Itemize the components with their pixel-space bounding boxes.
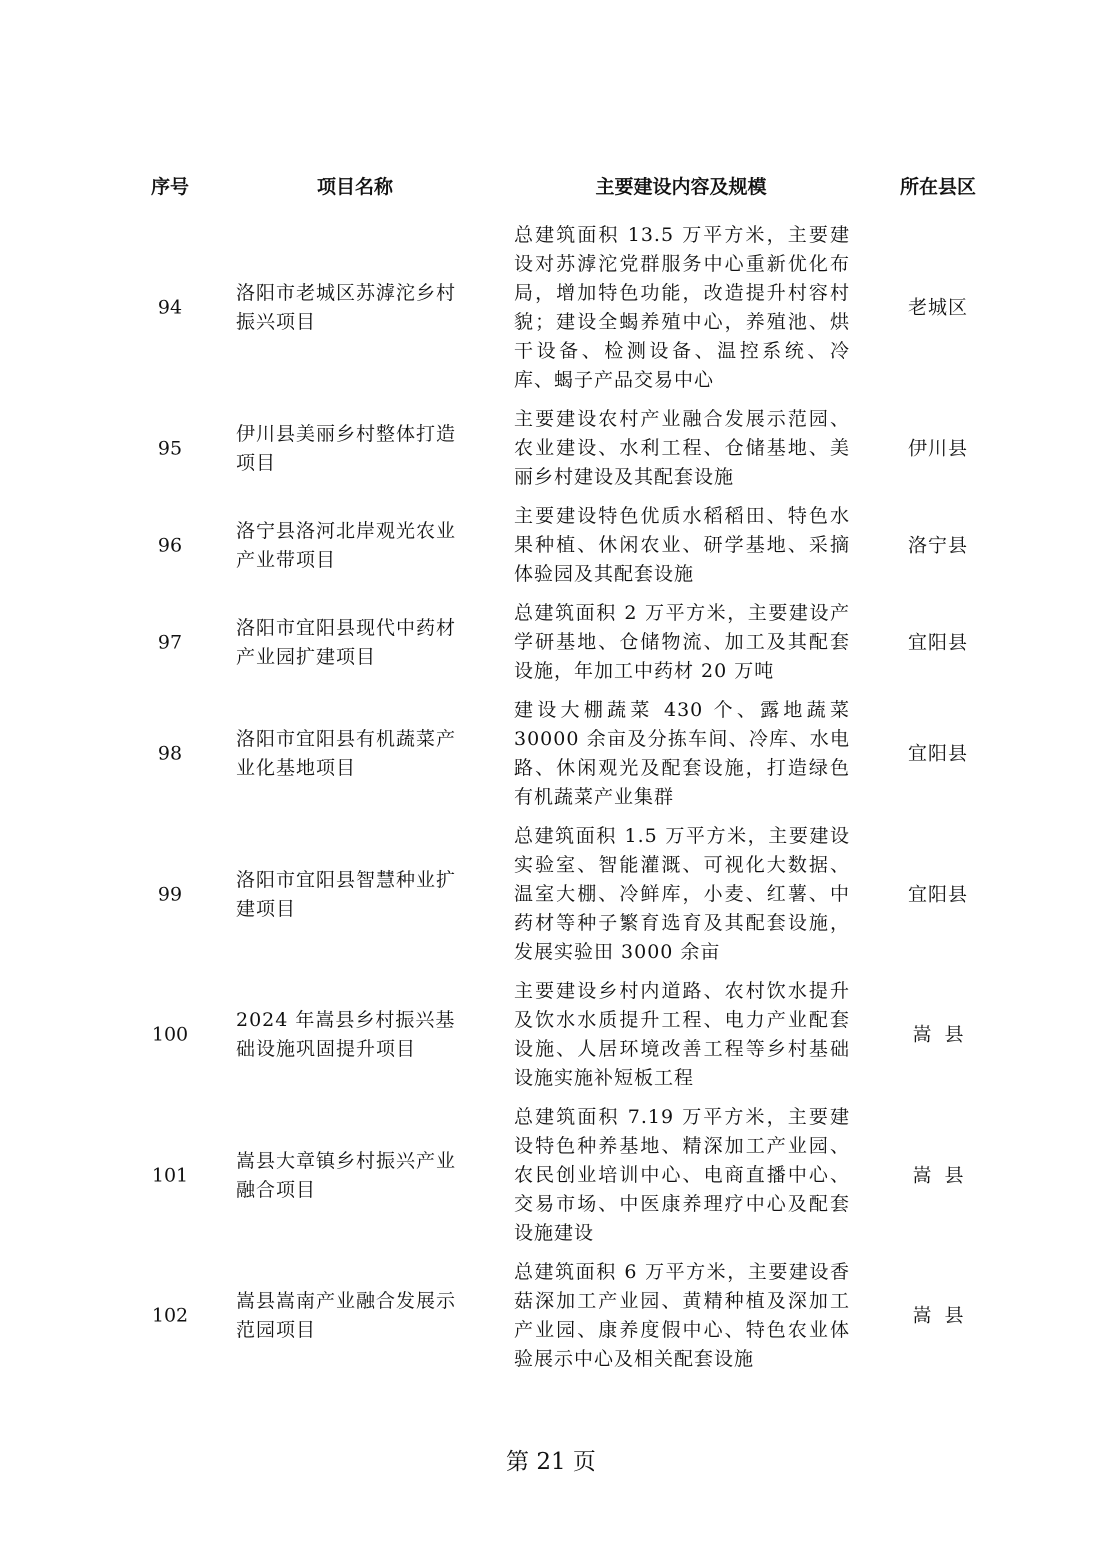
- row-content: 主要建设特色优质水稻稻田、特色水果种植、休闲农业、研学基地、采摘体验园及其配套设施: [514, 505, 850, 585]
- header-county: 所在县区: [899, 176, 976, 198]
- table-header: [0, 170, 1102, 204]
- row-content: 总建筑面积 7.19 万平方米，主要建设特色种养基地、精深加工产业园、农民创业培训中心、电商直播中心、交易市场、中医康养理疗中心及配套设施建设: [514, 1106, 850, 1244]
- row-seq: 102: [151, 1304, 189, 1327]
- row-content: 总建筑面积 1.5 万平方米，主要建设实验室、智能灌溉、可视化大数据、温室大棚、冷鲜库，小麦、红薯、中药材等种子繁育选育及其配套设施，发展实验田 3000 余亩: [514, 825, 850, 963]
- row-seq: 100: [151, 1023, 189, 1046]
- table-row: [0, 1258, 1102, 1374]
- row-content: 总建筑面积 2 万平方米，主要建设产学研基地、仓储物流、加工及其配套设施，年加工中药材 20 万吨: [514, 602, 850, 682]
- row-project-name: 洛阳市老城区苏滹沱乡村振兴项目: [236, 282, 457, 333]
- row-project-name: 洛阳市宜阳县现代中药材产业园扩建项目: [236, 616, 457, 668]
- header-name: 项目名称: [316, 176, 393, 198]
- row-project-name: 洛宁县洛河北岸观光农业产业带项目: [236, 519, 457, 571]
- table-row: [0, 221, 1102, 395]
- row-seq: 99: [157, 883, 183, 905]
- row-county: 伊川县: [907, 437, 968, 459]
- row-project-name: 伊川县美丽乡村整体打造项目: [236, 422, 457, 474]
- row-content: 建设大棚蔬菜 430 个、露地蔬菜 30000 余亩及分拣车间、冷库、水电路、休闲观光及配套设施，打造绿色有机蔬菜产业集群: [514, 699, 850, 808]
- table-row: [0, 405, 1102, 492]
- row-project-name: 嵩县大章镇乡村振兴产业融合项目: [236, 1149, 457, 1201]
- row-content: 总建筑面积 13.5 万平方米，主要建设对苏滹沱党群服务中心重新优化布局，增加特色功能，改造提升村容村貌；建设全蝎养殖中心，养殖池、烘干设备、检测设备、温控系统、冷库、蝎子产品交易中心: [514, 224, 850, 391]
- row-county: 嵩县: [912, 1164, 977, 1186]
- table-row: [0, 977, 1102, 1093]
- row-seq: 96: [157, 534, 183, 556]
- row-seq: 101: [151, 1164, 189, 1186]
- row-seq: 95: [157, 437, 183, 459]
- row-county: 洛宁县: [907, 534, 968, 556]
- table-body: [0, 221, 1102, 1384]
- row-content: 总建筑面积 6 万平方米，主要建设香菇深加工产业园、黄精种植及深加工产业园、康养度假中心、特色农业体验展示中心及相关配套设施: [514, 1261, 850, 1370]
- row-county: 宜阳县: [907, 631, 968, 653]
- row-county: 宜阳县: [907, 742, 968, 765]
- table-row: [0, 696, 1102, 812]
- table-row: [0, 1103, 1102, 1248]
- row-project-name: 2024 年嵩县乡村振兴基础设施巩固提升项目: [236, 1009, 456, 1060]
- header-content: 主要建设内容及规模: [595, 176, 767, 198]
- row-county: 老城区: [907, 296, 968, 319]
- row-county: 嵩县: [912, 1023, 977, 1046]
- header-seq: 序号: [150, 176, 189, 198]
- table-row: [0, 502, 1102, 589]
- row-seq: 97: [157, 631, 183, 653]
- row-county: 嵩县: [912, 1304, 977, 1327]
- page-number: 第 21 页: [506, 1449, 596, 1475]
- row-project-name: 洛阳市宜阳县有机蔬菜产业化基地项目: [236, 728, 457, 779]
- row-content: 主要建设农村产业融合发展示范园、农业建设、水利工程、仓储基地、美丽乡村建设及其配套设施: [514, 408, 850, 488]
- row-seq: 94: [157, 296, 183, 319]
- table-row: [0, 822, 1102, 967]
- row-seq: 98: [157, 742, 183, 765]
- row-county: 宜阳县: [907, 883, 968, 905]
- row-project-name: 洛阳市宜阳县智慧种业扩建项目: [236, 868, 457, 920]
- row-content: 主要建设乡村内道路、农村饮水提升及饮水水质提升工程、电力产业配套设施、人居环境改善工程等乡村基础设施实施补短板工程: [514, 980, 850, 1089]
- table-row: [0, 599, 1102, 686]
- row-project-name: 嵩县嵩南产业融合发展示范园项目: [236, 1290, 457, 1341]
